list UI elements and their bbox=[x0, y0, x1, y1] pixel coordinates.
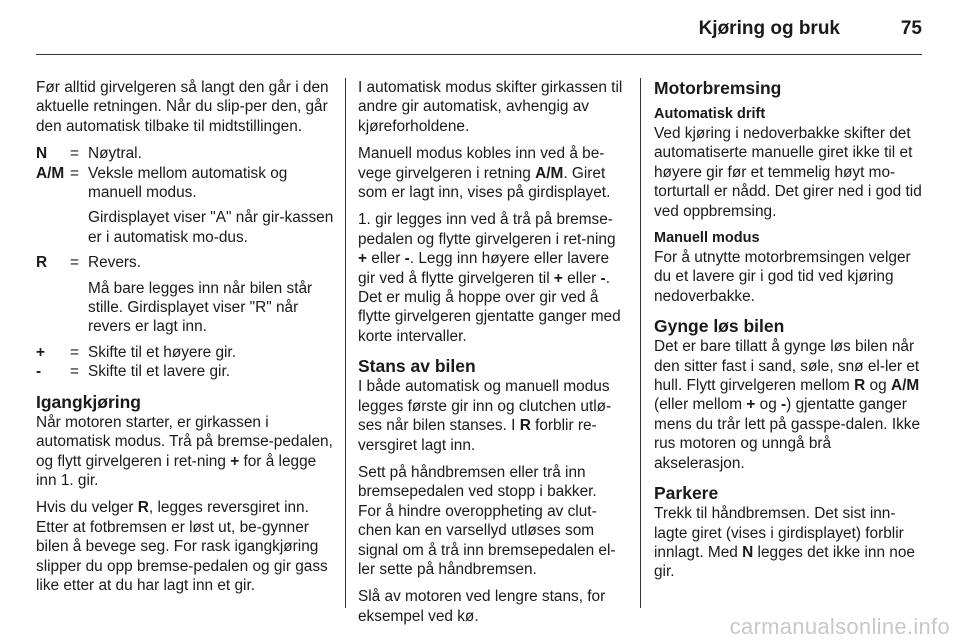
subheading-automatic: Automatisk drift bbox=[654, 106, 766, 122]
definition-equals: = bbox=[70, 145, 79, 163]
definition-row bbox=[36, 362, 336, 381]
definition-key: + bbox=[36, 343, 45, 361]
definition-row bbox=[36, 164, 336, 203]
definition-row bbox=[36, 343, 336, 362]
rocking-paragraph: Det er bare tillatt å gynge løs bilen når den sitter fast i sand, søle, snø el-ler et hull. Flytt girvelgeren mellom R og A/M (eller mellom + og -) gjentatte ganger mens du trår lett på gasspe-dalen. Ikke rus motoren og unngå brå akselerasjon. bbox=[654, 338, 921, 472]
stopping-paragraph-2: Sett på håndbremsen eller trå inn bremsepedalen ved stopp i bakker. For å hindre overoppheting av clut-chen kan en varsellyd utløses som signal om å trå inn bremsepedalen el-ler sette på håndbremsen. bbox=[358, 463, 616, 578]
definition-key: A/M bbox=[36, 164, 65, 182]
definition-value: Skifte til et høyere gir. bbox=[88, 343, 236, 361]
subheading-manual: Manuell modus bbox=[654, 230, 760, 247]
definition-value: Veksle mellom automatisk og manuell modus. bbox=[88, 164, 288, 202]
heading-stopping: Stans av bilen bbox=[358, 356, 476, 377]
column-3 bbox=[654, 78, 922, 590]
column-divider bbox=[640, 78, 641, 608]
page-number: 75 bbox=[900, 18, 922, 39]
heading-engine-braking: Motorbremsing bbox=[654, 78, 782, 98]
definition-equals: = bbox=[70, 254, 79, 272]
definition-equals: = bbox=[70, 343, 79, 361]
column-2 bbox=[358, 78, 624, 634]
first-gear-paragraph: 1. gir legges inn ved å trå på bremse-pedalen og flytte girvelgeren i ret-ning + eller -. Legg inn høyere eller lavere gir ved å flytte girvelgeren til + eller -. Det er mulig å hoppe over gir ved å flytte girvelgeren gjentatte ganger med korte intervaller. bbox=[358, 211, 621, 345]
stopping-paragraph-3: Slå av motoren ved lengre stans, for eksempel ved kø. bbox=[358, 588, 606, 625]
starting-paragraph-2: Hvis du velger R, legges reversgiret inn. Etter at fotbremsen er løst ut, be-gynner bilen å bevege seg. For rask igangkjøring slipper du opp bremse-pedalen og gir gass like etter at du har lagt inn et gir. bbox=[36, 499, 328, 594]
column-1 bbox=[36, 78, 336, 603]
definition-value: Nøytral. bbox=[88, 145, 142, 163]
section-title: Kjøring og bruk bbox=[698, 18, 840, 39]
definition-key: - bbox=[36, 363, 42, 381]
column-divider bbox=[345, 78, 346, 608]
manual-mode-paragraph: Manuell modus kobles inn ved å be-vege girvelgeren i retning A/M. Giret som er lagt inn, vises på girdisplayet. bbox=[358, 145, 611, 202]
definition-note: Må bare legges inn når bilen står stille. Girdisplayet viser "R" når revers er lagt inn. bbox=[88, 279, 313, 336]
watermark: carmanualsonline.info bbox=[729, 614, 950, 639]
heading-rocking: Gynge løs bilen bbox=[654, 316, 785, 337]
definition-key: R bbox=[36, 254, 48, 272]
definition-row bbox=[36, 144, 336, 163]
automatic-paragraph: Ved kjøring i nedoverbakke skifter det automatiserte manuelle giret ikke til et høyere gir før et temmelig høyt mo-torturtall er nådd. Det girer ned i god tid ved oppbremsing. bbox=[654, 125, 922, 220]
stopping-paragraph-1: I både automatisk og manuell modus legges første gir inn og clutchen utlø-ses når bilen stanses. I R forblir re-versgiret lagt inn. bbox=[358, 378, 612, 454]
gear-selector-definitions bbox=[36, 144, 336, 381]
definition-equals: = bbox=[70, 164, 79, 182]
parking-paragraph: Trekk til håndbremsen. Det sist inn-lagte giret (vises i girdisplayet) forblir innlagt. Med N legges det ikke inn noe gir. bbox=[654, 505, 915, 581]
definition-note: Girdisplayet viser "A" når gir-kassen er i automatisk mo-dus. bbox=[88, 209, 334, 246]
definition-value: Revers. bbox=[88, 254, 142, 272]
heading-starting: Igangkjøring bbox=[36, 391, 141, 412]
intro-paragraph: Før alltid girvelgeren så langt den går i den aktuelle retningen. Når du slip-per den, går den automatisk tilbake til midtstillingen. bbox=[36, 79, 329, 135]
definition-row bbox=[36, 253, 336, 272]
header-divider bbox=[36, 54, 922, 55]
starting-paragraph-1: Når motoren starter, er girkassen i automatisk modus. Trå på bremse-pedalen, og flytt girvelgeren i ret-ning + for å legge inn 1. gir. bbox=[36, 413, 333, 489]
definition-equals: = bbox=[70, 363, 79, 381]
heading-parking: Parkere bbox=[654, 483, 719, 504]
auto-mode-paragraph: I automatisk modus skifter girkassen til andre gir automatisk, avhengig av kjøreforholdene. bbox=[358, 79, 623, 135]
definition-key: N bbox=[36, 145, 48, 163]
page-header bbox=[0, 0, 960, 54]
manual-paragraph: For å utnytte motorbremsingen velger du et lavere gir i god tid ved kjøring nedoverbakke. bbox=[654, 249, 911, 305]
definition-value: Skifte til et lavere gir. bbox=[88, 363, 230, 381]
